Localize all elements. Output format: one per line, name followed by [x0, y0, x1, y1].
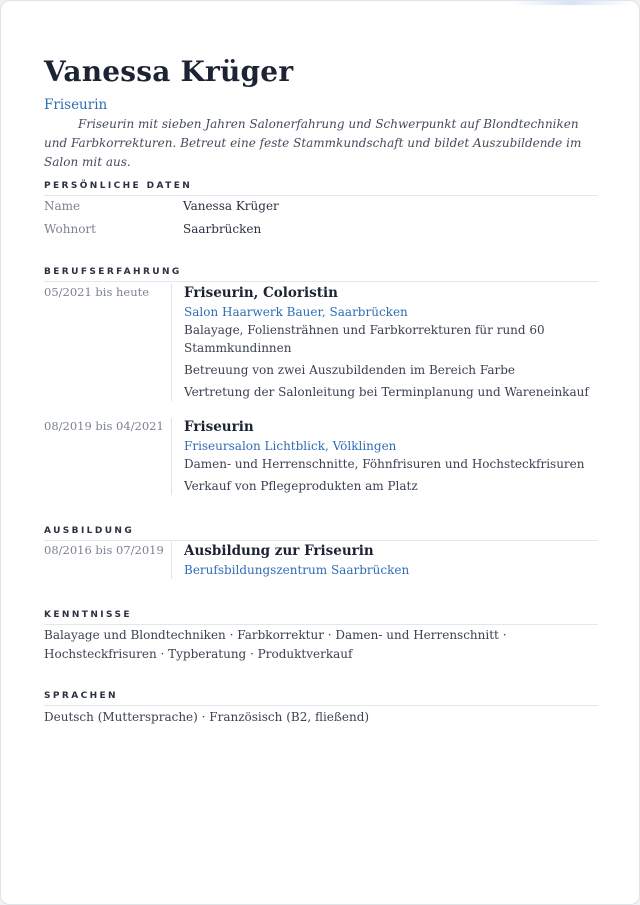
profile-summary: Friseurin mit sieben Jahren Salonerfahrung und Schwerpunkt auf Blondtechniken und Farbkorrekturen. Betreut eine feste Stammkundschaft und bildet Auszubildende im Salon mit aus. — [44, 117, 582, 169]
entry-title: Ausbildung zur Friseurin — [184, 543, 374, 559]
entry-organization: Salon Haarwerk Bauer, Saarbrücken — [184, 305, 408, 319]
entry-organization: Berufsbildungszentrum Saarbrücken — [184, 563, 410, 577]
entry-title: Friseurin, Coloristin — [184, 285, 338, 301]
entry-item: Verkauf von Pflegeprodukten am Platz — [184, 479, 418, 493]
personal-label: Name — [44, 199, 81, 213]
entry-organization: Friseursalon Lichtblick, Völklingen — [184, 439, 397, 453]
person-name: Vanessa Krüger — [44, 55, 294, 88]
job-title: Friseurin — [44, 97, 108, 113]
section-title-experience: BERUFSERFAHRUNG — [44, 267, 598, 282]
section-title-languages: SPRACHEN — [44, 691, 598, 706]
entry-item: Betreuung von zwei Auszubildenden im Bereich Farbe — [184, 363, 516, 377]
personal-value: Vanessa Krüger — [183, 199, 279, 213]
entry-date: 08/2019 bis 04/2021 — [44, 419, 164, 433]
entry-item: Balayage, Foliensträhnen und Farbkorrekturen für rund 60 Stammkundinnen — [184, 323, 545, 355]
section-title-personal: PERSÖNLICHE DATEN — [44, 181, 598, 196]
top-decoration — [511, 1, 631, 5]
entry-title: Friseurin — [184, 419, 254, 435]
entry-body — [171, 542, 611, 579]
entry-body — [171, 284, 611, 401]
section-title-skills: KENNTNISSE — [44, 610, 598, 625]
section-title-education: AUSBILDUNG — [44, 526, 598, 541]
entry-item: Damen- und Herrenschnitte, Föhnfrisuren und Hochsteckfrisuren — [184, 457, 585, 471]
entry-item: Vertretung der Salonleitung bei Terminplanung und Wareneinkauf — [184, 385, 589, 399]
entry-date: 08/2016 bis 07/2019 — [44, 543, 164, 557]
entry-body — [171, 418, 611, 495]
skills-list: Balayage und Blondtechniken · Farbkorrektur · Damen- und Herrenschnitt · Hochsteckfrisuren · Typberatung · Produktverkauf — [44, 628, 507, 661]
personal-value: Saarbrücken — [183, 222, 262, 236]
languages-list: Deutsch (Muttersprache) · Französisch (B2, fließend) — [44, 710, 370, 724]
entry-date: 05/2021 bis heute — [44, 285, 150, 299]
personal-label: Wohnort — [44, 222, 96, 236]
